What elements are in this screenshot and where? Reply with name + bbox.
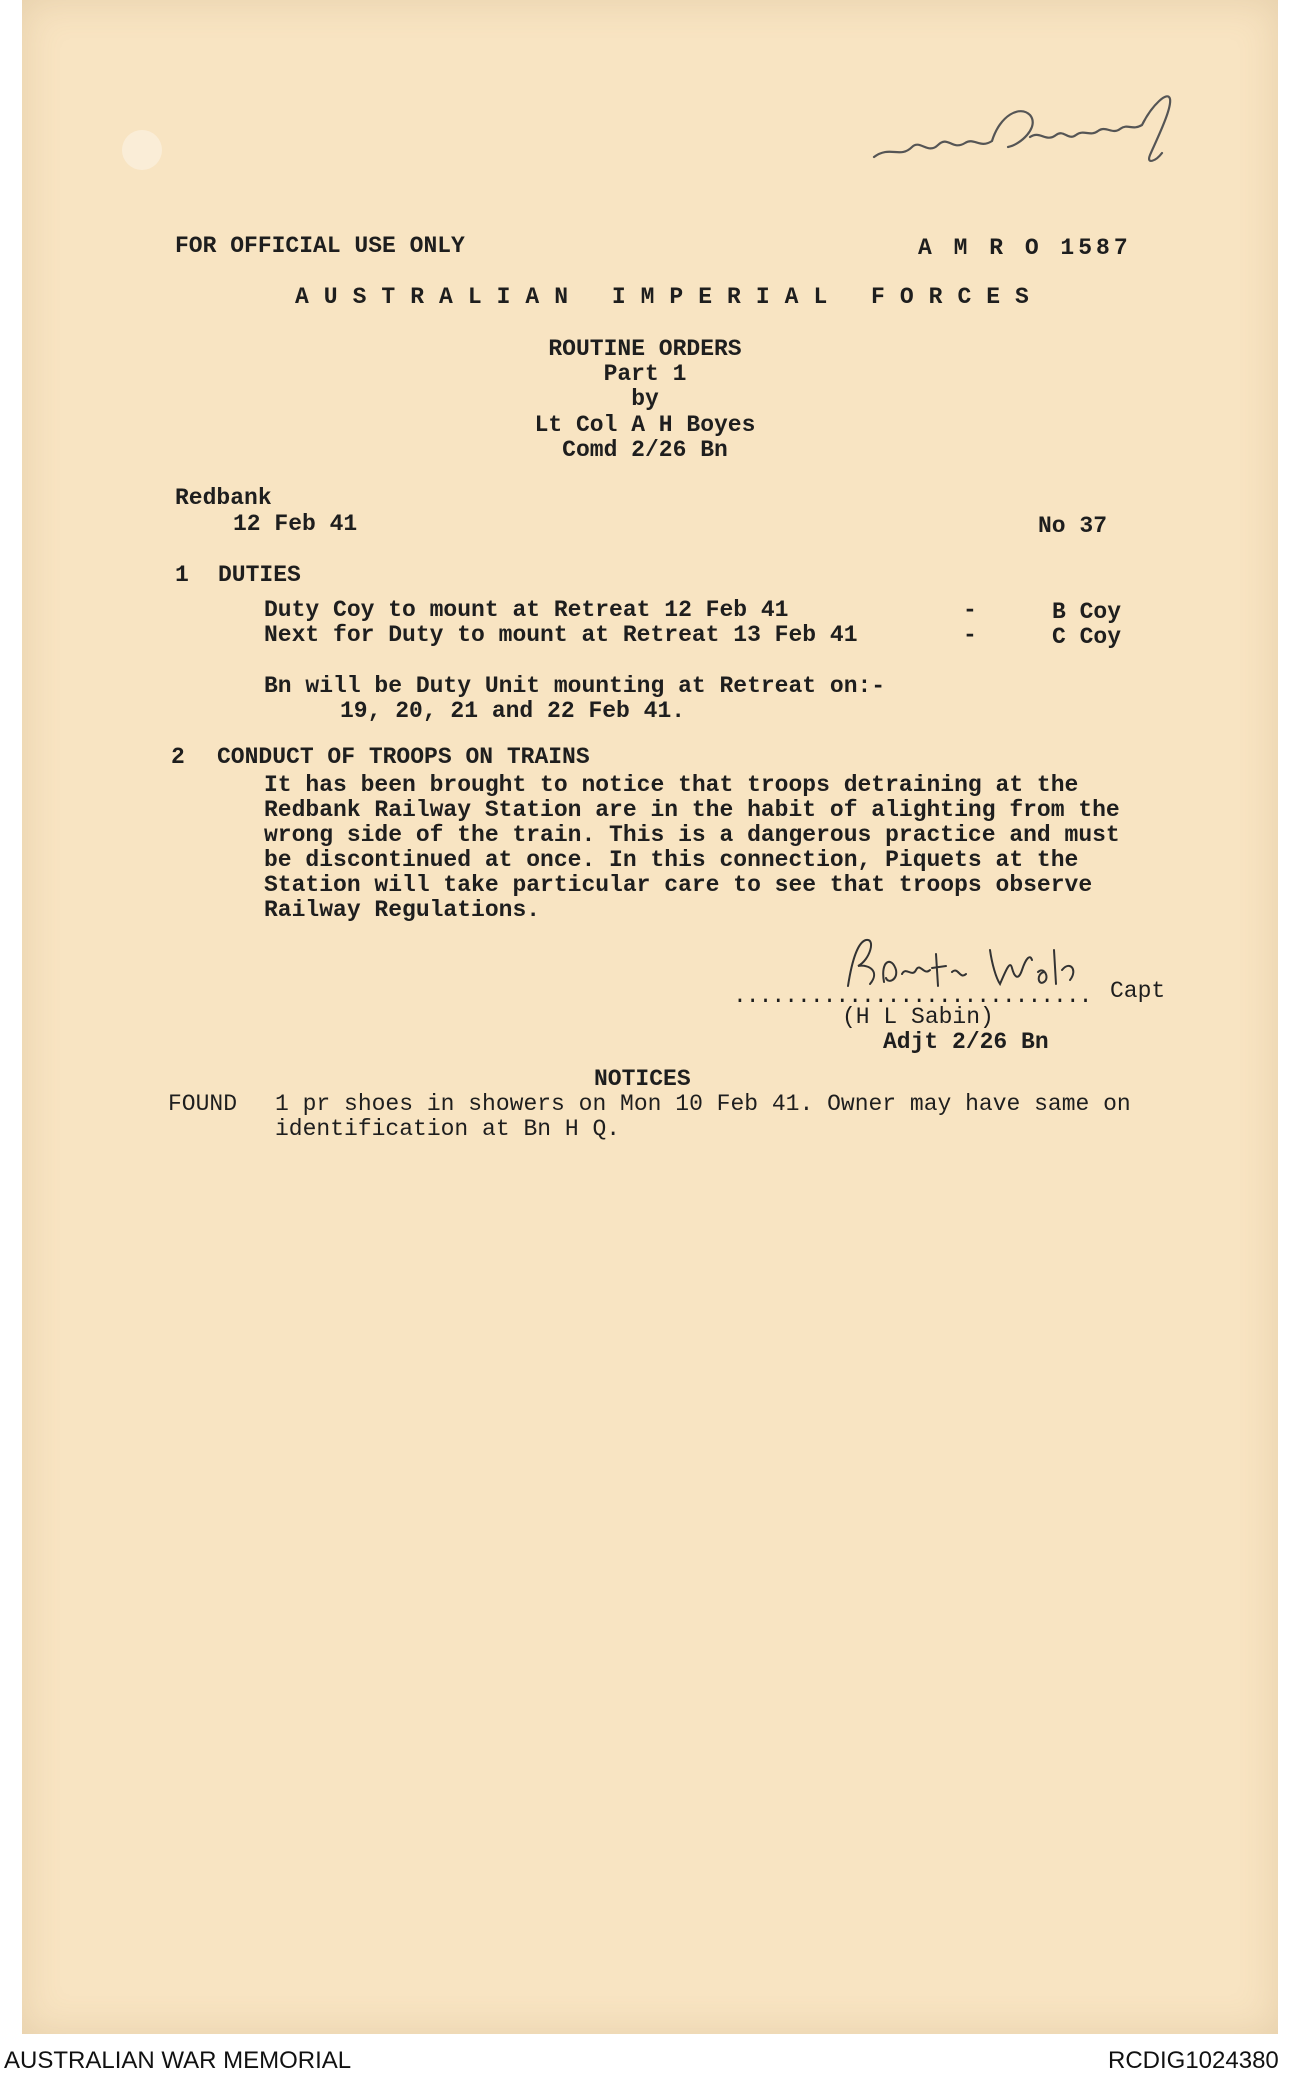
handwritten-war-diary-note [870,85,1210,185]
notice-label: FOUND [168,1091,238,1117]
section-2-number: 2 [171,744,185,770]
title-routine-orders: ROUTINE ORDERS [548,336,742,362]
duty-row-2-text: Next for Duty to mount at Retreat 13 Feb 41 [264,622,858,648]
signatory-name: (H L Sabin) [842,1004,994,1030]
signature-dots: ............................ [733,983,1092,1009]
amro-reference: A M R O 1587 [918,235,1132,261]
section-2-heading: CONDUCT OF TROOPS ON TRAINS [217,744,590,770]
notices-heading: NOTICES [594,1066,691,1092]
notice-line-2: identification at Bn H Q. [275,1116,621,1142]
title-part: Part 1 [603,361,687,387]
section-1-heading: DUTIES [218,562,301,588]
order-date: 12 Feb 41 [233,511,358,537]
footer-id: RCDIG1024380 [1108,2047,1279,2074]
title-command: Comd 2/26 Bn [562,437,728,463]
duty-row-1-dash: - [963,597,977,623]
paragraph-line: Station will take particular care to see that troops observe [264,872,1093,898]
duty-unit-line-1: Bn will be Duty Unit mounting at Retreat on:- [264,673,886,699]
footer-source: AUSTRALIAN WAR MEMORIAL [4,2047,352,2074]
duty-unit-line-2: 19, 20, 21 and 22 Feb 41. [340,698,686,724]
signatory-appointment: Adjt 2/26 Bn [883,1029,1049,1055]
duty-row-2-coy: C Coy [1052,624,1122,650]
org-heading: AUSTRALIAN IMPERIAL FORCES [295,284,1044,310]
paragraph-line: be discontinued at once. In this connection, Piquets at the [264,847,1079,873]
paragraph-line: Redbank Railway Station are in the habit of alighting from the [264,797,1120,823]
order-number: No 37 [1038,513,1108,539]
paragraph-line: It has been brought to notice that troops detraining at the [264,772,1079,798]
notice-line-1: 1 pr shoes in showers on Mon 10 Feb 41. Owner may have same on [275,1091,1131,1117]
paragraph-line: wrong side of the train. This is a dangerous practice and must [264,822,1120,848]
paragraph-line: Railway Regulations. [264,897,541,923]
duty-row-1-coy: B Coy [1052,599,1122,625]
duty-row-1-text: Duty Coy to mount at Retreat 12 Feb 41 [264,597,789,623]
title-by: by [631,386,659,412]
duty-row-2-dash: - [963,622,977,648]
official-use-label: FOR OFFICIAL USE ONLY [175,233,465,259]
place: Redbank [175,485,272,511]
paper-mark [122,130,162,170]
section-1-number: 1 [175,562,189,588]
signature-rank: Capt [1110,978,1166,1004]
title-commander: Lt Col A H Boyes [534,412,756,438]
